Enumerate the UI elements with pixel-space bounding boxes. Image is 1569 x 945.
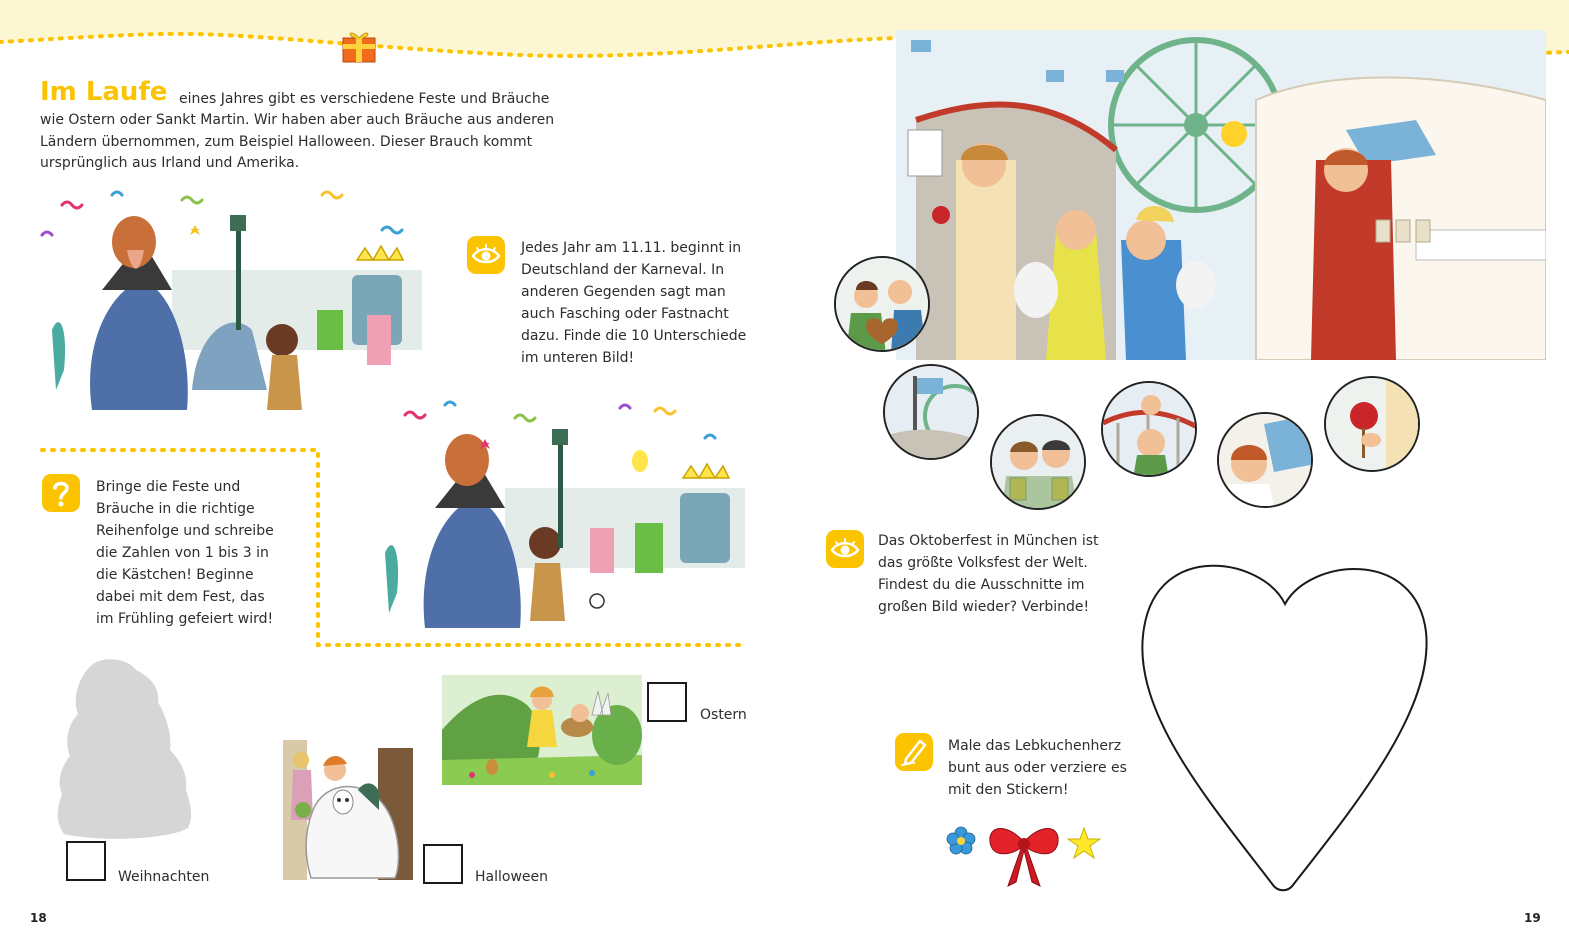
cutout-flag-wheel[interactable] bbox=[883, 364, 979, 460]
carnival-illustration-original bbox=[22, 180, 422, 420]
intro-line-4: ursprünglich aus Irland und Amerika. bbox=[40, 155, 300, 171]
easter-label: Ostern bbox=[700, 707, 747, 723]
cutout-waiter-flag[interactable] bbox=[1217, 412, 1313, 508]
cutout-coaster[interactable] bbox=[1101, 381, 1197, 477]
page-number-right: 19 bbox=[1524, 911, 1541, 925]
bow-sticker[interactable] bbox=[986, 820, 1062, 888]
christmas-number-box[interactable] bbox=[66, 841, 106, 881]
halloween-label: Halloween bbox=[475, 869, 549, 885]
oktoberfest-illustration bbox=[896, 30, 1546, 360]
pencil-icon bbox=[900, 737, 928, 767]
cutout-candy-apple[interactable] bbox=[1324, 376, 1420, 472]
christmas-label: Weihnachten bbox=[118, 869, 210, 885]
flower-sticker[interactable] bbox=[946, 826, 976, 856]
halloween-illustration bbox=[283, 740, 418, 880]
intro-line-3: Ländern übernommen, zum Beispiel Halloween. Dieser Brauch kommt bbox=[40, 134, 533, 150]
page-number-left: 18 bbox=[30, 911, 47, 925]
question-icon bbox=[50, 479, 72, 507]
cutout-love-heart[interactable] bbox=[834, 256, 930, 352]
gingerbread-heart-outline[interactable] bbox=[1138, 540, 1438, 900]
christmas-silhouette bbox=[48, 656, 200, 846]
colouring-task-text: Male das Lebkuchenherz bunt aus oder verziere es mit den Stickern! bbox=[948, 738, 1127, 798]
oktoberfest-task-text: Das Oktoberfest in München ist das größte Volksfest der Welt. Findest du die Ausschnitte im großen Bild wieder? Verbinde! bbox=[878, 533, 1099, 615]
easter-illustration bbox=[442, 675, 642, 785]
easter-number-box[interactable] bbox=[647, 682, 687, 722]
carnival-task-text: Jedes Jahr am 11.11. beginnt in Deutschland der Karneval. In anderen Gegenden sagt man auch Fasching oder Fastnacht dazu. Finde die 10 Unterschiede im unteren Bild! bbox=[521, 240, 747, 366]
eye-badge bbox=[467, 236, 505, 274]
halloween-number-box[interactable] bbox=[423, 844, 463, 884]
pencil-badge bbox=[895, 733, 933, 771]
cutout-beer-friends[interactable] bbox=[990, 414, 1086, 510]
order-task-text: Bringe die Feste und Bräuche in die richtige Reihenfolge und schreibe die Zahlen von 1 bis 3 in die Kästchen! Beginne dabei mit dem Fest, das im Frühling gefeiert wird! bbox=[96, 479, 274, 627]
star-sticker[interactable] bbox=[1067, 826, 1101, 860]
eye-icon bbox=[830, 538, 860, 560]
gift-icon bbox=[340, 26, 380, 64]
eye-icon bbox=[471, 244, 501, 266]
eye-badge-oktoberfest bbox=[826, 530, 864, 568]
intro-line-2: wie Ostern oder Sankt Martin. Wir haben aber auch Bräuche aus anderen bbox=[40, 112, 555, 128]
intro-line-1: eines Jahres gibt es verschiedene Feste und Bräuche bbox=[179, 91, 550, 107]
intro-headline: Im Laufe bbox=[40, 77, 168, 107]
question-badge bbox=[42, 474, 80, 512]
